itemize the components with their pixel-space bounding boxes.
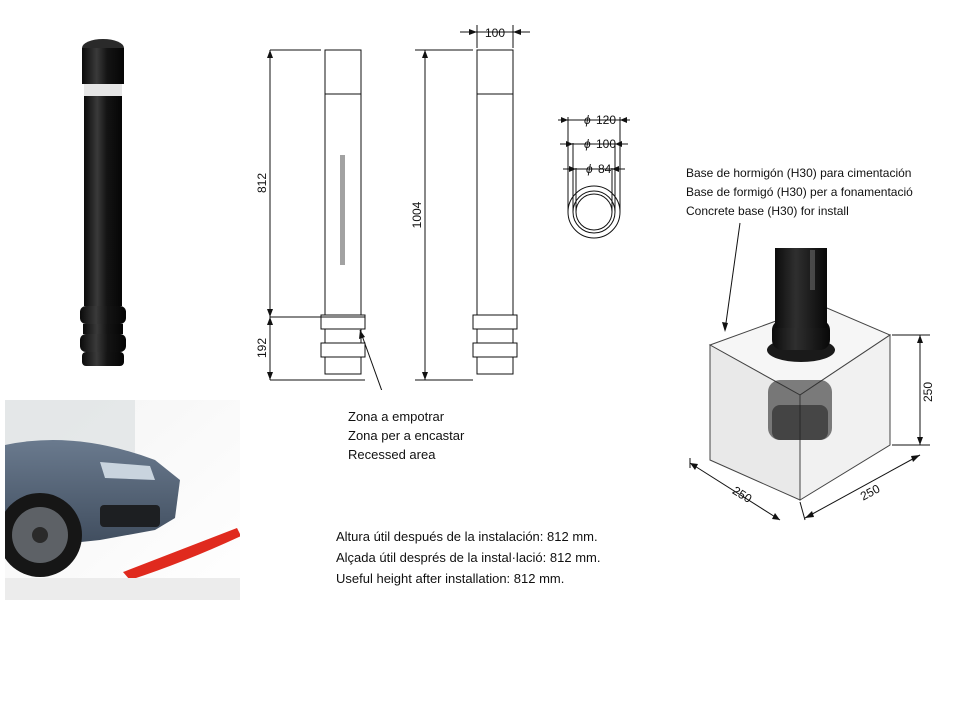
concrete-base-label	[686, 164, 913, 221]
dim-1004: 1004	[410, 201, 424, 229]
bollard-side-drawing	[255, 20, 545, 390]
height-note-es: Altura útil después de la instalación: 812 mm.	[336, 529, 598, 544]
dim-phi-100: 100	[596, 137, 617, 151]
dim-cube-height: 250	[921, 381, 935, 403]
height-note-en: Useful height after installation: 812 mm.	[336, 571, 565, 586]
recessed-label-ca: Zona per a encastar	[348, 428, 465, 443]
diameter-symbol-icon: ϕ	[584, 113, 591, 127]
useful-height-note	[336, 526, 600, 589]
dim-100-top: 100	[484, 26, 506, 40]
dim-cube-width-right: 250	[857, 481, 883, 504]
diameter-symbol-icon: ϕ	[586, 162, 593, 176]
base-label-ca: Base de formigó (H30) per a fonamentació	[686, 185, 913, 199]
car-impact-photo	[5, 400, 240, 600]
dim-812: 812	[255, 172, 269, 194]
bollard-pole	[775, 248, 827, 328]
dim-phi-120: 120	[596, 113, 617, 127]
dim-phi-84: 84	[598, 162, 612, 176]
recessed-label-en: Recessed area	[348, 447, 436, 462]
reflective-band	[84, 84, 122, 96]
base-label-en: Concrete base (H30) for install	[686, 204, 849, 218]
diameter-symbol-icon: ϕ	[584, 137, 591, 151]
concrete-base-drawing	[680, 220, 940, 530]
dim-192: 192	[255, 337, 269, 359]
cross-section-drawing	[555, 105, 650, 240]
bollard-photo	[60, 30, 150, 380]
dim-cube-width-left: 250	[729, 483, 755, 506]
recessed-area-label	[348, 407, 464, 464]
base-label-es: Base de hormigón (H30) para cimentación	[686, 166, 912, 180]
height-note-ca: Alçada útil després de la instal·lació: 812 mm.	[336, 550, 601, 565]
recessed-label-es: Zona a empotrar	[348, 409, 445, 424]
